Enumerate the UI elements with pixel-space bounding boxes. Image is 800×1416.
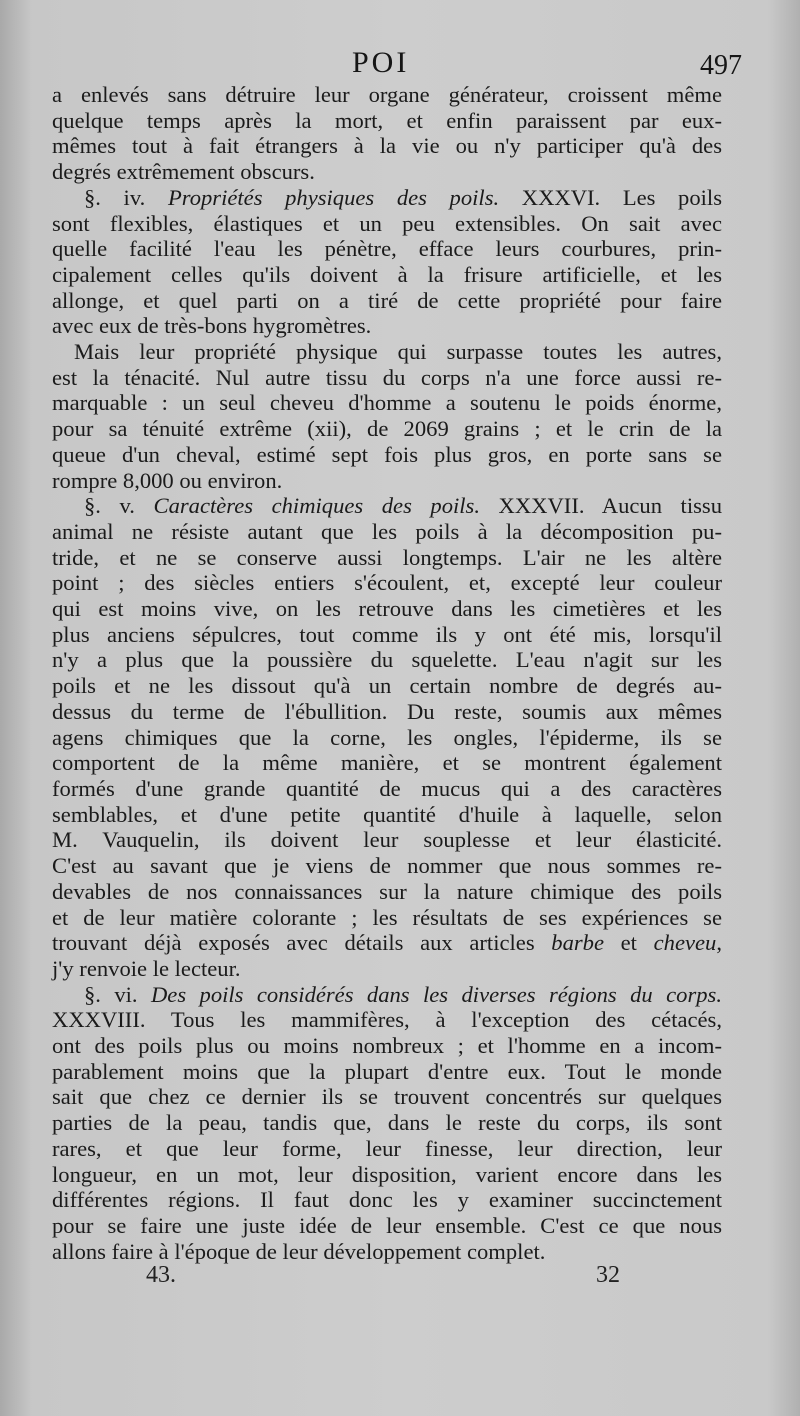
text-line: semblables, et d'une petite quantité d'huile à laquelle, selon: [52, 801, 722, 827]
running-head: POI: [352, 46, 410, 79]
section-heading-v: §. v. Caractères chimiques des poils. XXXVII. Aucun tissu: [84, 493, 722, 519]
text-line: formés d'une grande quantité de mucus qui a des caractères: [52, 775, 722, 801]
page-footer: [0, 1262, 800, 1302]
paragraph-start: Mais leur propriété physique qui surpasse toutes les autres,: [74, 339, 722, 365]
text-line: j'y renvoie le lecteur.: [52, 955, 241, 981]
text-line: est la ténacité. Nul autre tissu du corps n'a une force aussi re-: [52, 364, 722, 390]
text-line: cipalement celles qu'ils doivent à la frisure artificielle, et les: [52, 261, 722, 287]
text-line: dessus du terme de l'ébullition. Du reste, soumis aux mêmes: [52, 698, 722, 724]
text-line: quelque temps après la mort, et enfin paraissent par eux-: [52, 107, 722, 133]
text-line: sait que chez ce dernier ils se trouvent concentrés sur quelques: [52, 1084, 722, 1110]
text-line: allons faire à l'époque de leur développement complet.: [52, 1238, 546, 1264]
text-line: sont flexibles, élastiques et un peu extensibles. On sait avec: [52, 210, 722, 236]
page-header: [0, 44, 800, 84]
sheet-number: 32: [596, 1262, 620, 1288]
text-line: a enlevés sans détruire leur organe générateur, croissent même: [52, 82, 722, 107]
text-line: rares, et que leur forme, leur finesse, leur direction, leur: [52, 1135, 722, 1161]
text-line: devables de nos connaissances sur la nature chimique des poils: [52, 878, 722, 904]
text-line: allonge, et quel parti on a tiré de cette propriété pour faire: [52, 287, 722, 313]
text-line: mêmes tout à fait étrangers à la vie ou n'y participer qu'à des: [52, 133, 722, 159]
text-line: longueur, en un mot, leur disposition, varient encore dans les: [52, 1161, 722, 1187]
text-line: trouvant déjà exposés avec détails aux articles barbe et cheveu,: [52, 930, 722, 956]
text-line: rompre 8,000 ou environ.: [52, 467, 283, 493]
text-line: agens chimiques que la corne, les ongles, l'épiderme, ils se: [52, 724, 722, 750]
page-number: 497: [700, 50, 742, 81]
text-line: comportent de la même manière, et se montrent également: [52, 750, 722, 776]
text-line: degrés extrêmement obscurs.: [52, 159, 315, 185]
signature-mark: 43.: [146, 1262, 176, 1288]
text-line: quelle facilité l'eau les pénètre, efface leurs courbures, prin-: [52, 236, 722, 262]
text-line: XXXVIII. Tous les mammifères, à l'exception des cétacés,: [52, 1007, 722, 1033]
section-heading-iv: §. iv. Propriétés physiques des poils. XXXVI. Les poils: [84, 184, 723, 210]
section-heading-vi: §. vi. Des poils considérés dans les diverses régions du corps.: [84, 981, 722, 1007]
text-line: n'y a plus que la poussière du squelette. L'eau n'agit sur les: [52, 647, 722, 673]
text-line: ont des poils plus ou moins nombreux ; et l'homme en a incom-: [52, 1033, 722, 1059]
text-line: queue d'un cheval, estimé sept fois plus gros, en porte sans se: [52, 441, 722, 467]
text-line: plus anciens sépulcres, tout comme ils y ont été mis, lorsqu'il: [52, 621, 722, 647]
text-line: parties de la peau, tandis que, dans le reste du corps, ils sont: [52, 1110, 722, 1136]
text-line: pour sa ténuité extrême (xii), de 2069 grains ; et le crin de la: [52, 416, 722, 442]
text-line: point ; des siècles entiers s'écoulent, et, excepté leur couleur: [52, 570, 722, 596]
text-line: tride, et ne se conserve aussi longtemps. L'air ne les altère: [52, 544, 722, 570]
text-line: différentes régions. Il faut donc les y examiner succinctement: [52, 1187, 722, 1213]
body-text: [52, 82, 722, 1264]
text-line: et de leur matière colorante ; les résultats de ses expériences se: [52, 904, 722, 930]
text-line: qui est moins vive, on les retrouve dans les cimetières et les: [52, 596, 722, 622]
text-line: avec eux de très-bons hygromètres.: [52, 313, 372, 339]
text-line: marquable : un seul cheveu d'homme a soutenu le poids énorme,: [52, 390, 722, 416]
text-line: parablement moins que la plupart d'entre eux. Tout le monde: [52, 1058, 722, 1084]
text-line: M. Vauquelin, ils doivent leur souplesse et leur élasticité.: [52, 827, 722, 853]
text-line: C'est au savant que je viens de nommer que nous sommes re-: [52, 853, 722, 879]
text-line: poils et ne les dissout qu'à un certain nombre de degrés au-: [52, 673, 722, 699]
text-line: pour se faire une juste idée de leur ensemble. C'est ce que nous: [52, 1212, 722, 1238]
text-line: animal ne résiste autant que les poils à la décomposition pu-: [52, 518, 722, 544]
